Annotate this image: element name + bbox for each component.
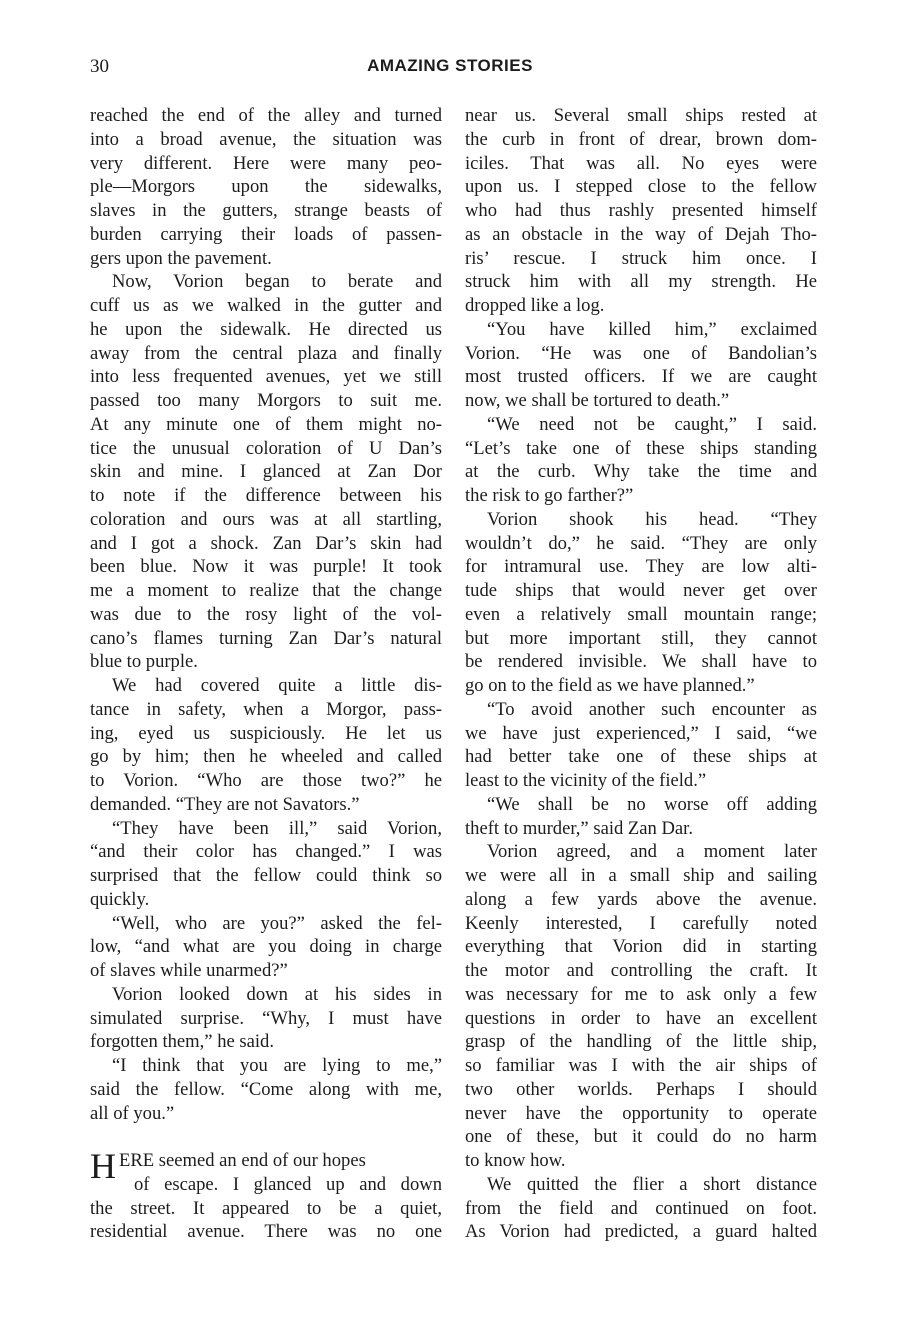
text-line: coloration and ours was at all startling,: [90, 508, 442, 530]
text-line: Vorion. “He was one of Bandolian’s: [465, 342, 817, 364]
text-line: never have the opportunity to operate: [465, 1102, 817, 1124]
text-line: “I think that you are lying to me,”: [112, 1055, 442, 1076]
page-number: 30: [90, 56, 109, 77]
text-line: simulated surprise. “Why, I must have: [90, 1007, 442, 1029]
text-line: and I got a shock. Zan Dar’s skin had: [90, 532, 442, 554]
text-line: most trusted officers. If we are caught: [465, 366, 817, 388]
text-line: was necessary for me to ask only a few: [465, 983, 817, 1005]
text-line: Keenly interested, I carefully noted: [465, 912, 817, 934]
text-line: “To avoid another such encounter as: [487, 698, 817, 720]
text-line: at the curb. Why take the time and: [465, 461, 817, 483]
text-line: the motor and controlling the craft. It: [465, 960, 817, 981]
text-line: as an obstacle in the way of Dejah Tho-: [465, 223, 817, 245]
text-line: was due to the rosy light of the vol-: [90, 603, 442, 625]
text-line: tice the unusual coloration of U Dan’s: [90, 437, 442, 459]
text-line: go by him; then he wheeled and called: [90, 746, 442, 768]
text-line: demanded. “They are not Savators.”: [90, 793, 360, 815]
text-line: ing, eyed us suspiciously. He let us: [90, 722, 442, 744]
text-line: but more important still, they cannot: [465, 627, 817, 649]
text-line: ris’ rescue. I struck him once. I: [465, 247, 817, 269]
text-line: “Well, who are you?” asked the fel-: [112, 912, 442, 934]
text-line: tude ships that would never get over: [465, 580, 817, 601]
text-line: away from the central plaza and finally: [90, 342, 442, 364]
text-line: passed too many Morgors to suit me.: [90, 390, 442, 411]
text-line: cano’s flames turning Zan Dar’s natural: [90, 627, 442, 649]
text-line: low, “and what are you doing in charge: [90, 936, 442, 958]
text-line: gers upon the pavement.: [90, 247, 272, 269]
text-line: quickly.: [90, 888, 150, 910]
text-line: blue to purple.: [90, 651, 198, 673]
text-line: we have just experienced,” I said, “we: [465, 722, 817, 744]
text-line: grasp of the handling of the little ship,: [465, 1031, 817, 1053]
text-line: “We shall be no worse off adding: [487, 793, 817, 815]
text-line: least to the vicinity of the field.”: [465, 770, 707, 791]
text-line: so familiar was I with the air ships of: [465, 1055, 817, 1076]
text-line: skin and mine. I glanced at Zan Dor: [90, 461, 442, 483]
text-line: Vorion looked down at his sides in: [112, 983, 442, 1005]
text-line: wouldn’t do,” he said. “They are only: [465, 532, 817, 554]
page-header: [0, 56, 900, 86]
paragraph-gap: [90, 1125, 442, 1149]
text-line: “They have been ill,” said Vorion,: [112, 817, 442, 839]
text-line: the street. It appeared to be a quiet,: [90, 1197, 442, 1219]
text-line: everything that Vorion did in starting: [465, 936, 817, 958]
text-line: been blue. Now it was purple! It took: [90, 556, 442, 578]
text-line: As Vorion had predicted, a guard halted: [465, 1221, 817, 1243]
text-line: near us. Several small ships rested at: [465, 105, 817, 126]
text-line: of slaves while unarmed?”: [90, 960, 288, 981]
text-line: now, we shall be tortured to death.”: [465, 390, 730, 411]
text-line: into a broad avenue, the situation was: [90, 128, 442, 150]
text-line: At any minute one of them might no-: [90, 413, 442, 435]
text-line: all of you.”: [90, 1102, 175, 1124]
text-line: Now, Vorion began to berate and: [112, 271, 442, 293]
text-line: “You have killed him,” exclaimed: [487, 318, 817, 340]
text-line: to know how.: [465, 1150, 566, 1171]
text-line: dropped like a log.: [465, 295, 605, 316]
drop-cap-initial: H: [90, 1146, 116, 1186]
text-line: “Let’s take one of these ships standing: [465, 437, 817, 459]
text-line: very different. Here were many peo-: [90, 152, 442, 174]
text-line: ple—Morgors upon the sidewalks,: [90, 176, 442, 198]
text-line: reached the end of the alley and turned: [90, 105, 442, 126]
text-line: who had thus rashly presented himself: [465, 200, 817, 221]
text-line: from the field and continued on foot.: [465, 1197, 817, 1219]
text-line: the risk to go farther?”: [465, 485, 634, 506]
text-line: be rendered invisible. We shall have to: [465, 651, 817, 673]
text-line: Vorion shook his head. “They: [487, 508, 817, 530]
text-line: along a few yards above the avenue.: [465, 888, 817, 910]
text-line: forgotten them,” he said.: [90, 1031, 274, 1053]
text-line: Vorion agreed, and a moment later: [487, 841, 817, 863]
text-line: for intramural use. They are low alti-: [465, 556, 817, 578]
text-line: into less frequented avenues, yet we still: [90, 366, 442, 388]
text-line: the curb in front of drear, brown dom-: [465, 128, 817, 150]
text-line: said the fellow. “Come along with me,: [90, 1078, 442, 1100]
text-line: questions in order to have an excellent: [465, 1007, 817, 1029]
text-line: even a relatively small mountain range;: [465, 603, 817, 625]
text-line: go on to the field as we have planned.”: [465, 675, 755, 696]
text-line: one of these, but it could do no harm: [465, 1126, 817, 1148]
text-line: slaves in the gutters, strange beasts of: [90, 200, 442, 221]
text-line: tance in safety, when a Morgor, pass-: [90, 698, 442, 720]
dropcap-first-line-text: ERE seemed an end of our hopes: [119, 1150, 366, 1171]
text-line: upon us. I stepped close to the fellow: [465, 176, 817, 198]
text-line: burden carrying their loads of passen-: [90, 223, 442, 245]
text-line: me a moment to realize that the change: [90, 580, 442, 601]
text-line: he upon the sidewalk. He directed us: [90, 318, 442, 340]
dropcap-second-line: of escape. I glanced up and down: [134, 1173, 442, 1195]
text-line: We had covered quite a little dis-: [112, 675, 442, 696]
text-line: theft to murder,” said Zan Dar.: [465, 817, 693, 839]
right-column: [465, 104, 817, 1244]
text-line: we were all in a small ship and sailing: [465, 865, 817, 886]
text-line: We quitted the flier a short distance: [487, 1173, 817, 1195]
text-line: two other worlds. Perhaps I should: [465, 1078, 817, 1100]
text-line: residential avenue. There was no one: [90, 1221, 442, 1243]
text-line: had better take one of these ships at: [465, 746, 817, 768]
text-line: “and their color has changed.” I was: [90, 841, 442, 863]
magazine-title: AMAZING STORIES: [367, 56, 533, 75]
text-line: surprised that the fellow could think so: [90, 865, 442, 886]
text-line: struck him with all my strength. He: [465, 271, 817, 293]
text-line: iciles. That was all. No eyes were: [465, 152, 817, 174]
text-line: cuff us as we walked in the gutter and: [90, 295, 442, 316]
left-column: [90, 104, 442, 1244]
text-line: to note if the difference between his: [90, 485, 442, 506]
text-line: to Vorion. “Who are those two?” he: [90, 770, 442, 791]
text-line: “We need not be caught,” I said.: [487, 413, 817, 435]
